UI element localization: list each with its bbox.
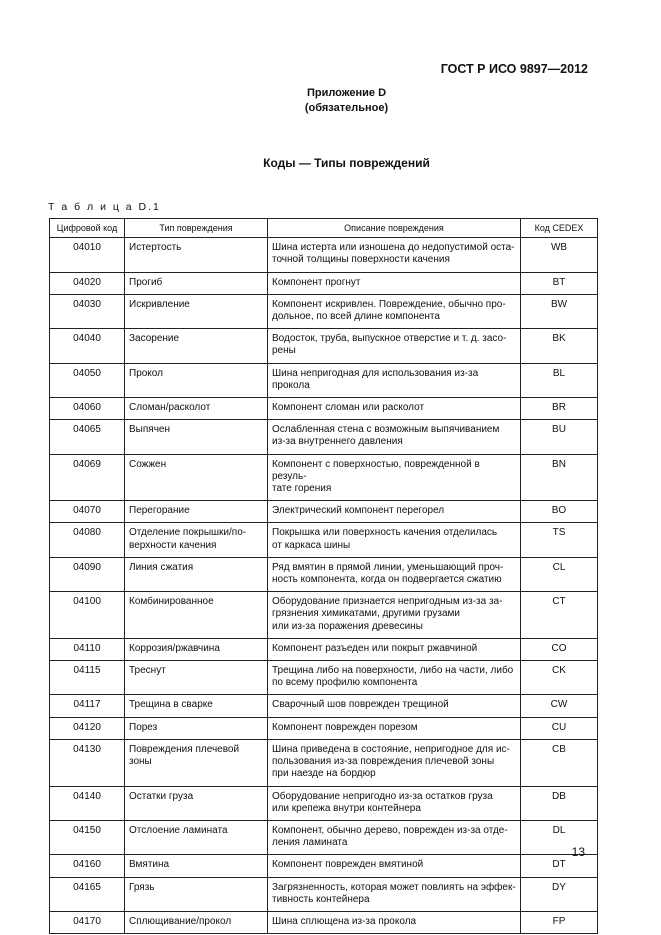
cell-type: Засорение <box>125 329 268 363</box>
damage-codes-table <box>49 218 598 934</box>
cell-description: Ряд вмятин в прямой линии, уменьшающий проч- ность компонента, когда он подвергается сжатию <box>268 557 521 591</box>
section-title: Коды — Типы повреждений <box>263 156 430 170</box>
annex-status: (обязательное) <box>304 102 389 114</box>
cell-code: 04130 <box>50 739 125 786</box>
cell-cedex: DT <box>521 855 598 877</box>
cell-description: Компонент искривлен. Повреждение, обычно про- дольное, по всей длине компонента <box>268 294 521 328</box>
cell-cedex: CW <box>521 695 598 717</box>
cell-cedex: CT <box>521 592 598 639</box>
cell-description: Компонент поврежден порезом <box>268 717 521 739</box>
cell-description: Ослабленная стена с возможным выпячиванием из-за внутреннего давления <box>268 420 521 454</box>
cell-type: Сломан/расколот <box>125 398 268 420</box>
cell-cedex: BN <box>521 454 598 501</box>
cell-type: Сплющивание/прокол <box>125 911 268 933</box>
table-row <box>50 695 598 717</box>
cell-description: Трещина либо на поверхности, либо на части, либо по всему профилю компонента <box>268 661 521 695</box>
cell-description: Электрический компонент перегорел <box>268 501 521 523</box>
table-row <box>50 820 598 854</box>
cell-description: Компонент сломан или расколот <box>268 398 521 420</box>
table-row <box>50 855 598 877</box>
cell-type: Повреждения плечевой зоны <box>125 739 268 786</box>
cell-code: 04160 <box>50 855 125 877</box>
cell-cedex: CU <box>521 717 598 739</box>
cell-cedex: CO <box>521 638 598 660</box>
col-header-type: Тип повреждения <box>125 219 268 238</box>
cell-description: Компонент прогнут <box>268 272 521 294</box>
standard-designation: ГОСТ Р ИСО 9897—2012 <box>440 62 588 76</box>
cell-cedex: DL <box>521 820 598 854</box>
cell-type: Сожжен <box>125 454 268 501</box>
cell-type: Остатки груза <box>125 786 268 820</box>
cell-description: Загрязненность, которая может повлиять на эффек- тивность контейнера <box>268 877 521 911</box>
cell-type: Комбинированное <box>125 592 268 639</box>
cell-code: 04150 <box>50 820 125 854</box>
cell-code: 04140 <box>50 786 125 820</box>
cell-type: Грязь <box>125 877 268 911</box>
cell-type: Вмятина <box>125 855 268 877</box>
table-row <box>50 786 598 820</box>
section-title-wrap <box>0 156 661 170</box>
cell-description: Водосток, труба, выпускное отверстие и т. д. засо- рены <box>268 329 521 363</box>
cell-cedex: DY <box>521 877 598 911</box>
cell-cedex: FP <box>521 911 598 933</box>
cell-code: 04040 <box>50 329 125 363</box>
cell-description: Шина сплющена из-за прокола <box>268 911 521 933</box>
cell-description: Шина непригодная для использования из-за прокола <box>268 363 521 397</box>
cell-cedex: CB <box>521 739 598 786</box>
table-row <box>50 238 598 272</box>
cell-cedex: BU <box>521 420 598 454</box>
table-caption: Т а б л и ц а D.1 <box>48 201 161 213</box>
table-row <box>50 398 598 420</box>
table-header-row <box>50 219 598 238</box>
table-row <box>50 363 598 397</box>
cell-cedex: BW <box>521 294 598 328</box>
annex-heading <box>0 86 661 116</box>
cell-type: Прокол <box>125 363 268 397</box>
cell-description: Шина истерта или изношена до недопустимой оста- точной толщины поверхности качения <box>268 238 521 272</box>
table-row <box>50 592 598 639</box>
cell-code: 04117 <box>50 695 125 717</box>
cell-code: 04020 <box>50 272 125 294</box>
cell-description: Сварочный шов поврежден трещиной <box>268 695 521 717</box>
cell-description: Компонент разъеден или покрыт ржавчиной <box>268 638 521 660</box>
col-header-description: Описание повреждения <box>268 219 521 238</box>
table-row <box>50 557 598 591</box>
cell-cedex: DB <box>521 786 598 820</box>
cell-code: 04070 <box>50 501 125 523</box>
table-row <box>50 739 598 786</box>
cell-code: 04110 <box>50 638 125 660</box>
cell-code: 04060 <box>50 398 125 420</box>
table-row <box>50 272 598 294</box>
cell-type: Отделение покрышки/по- верхности качения <box>125 523 268 557</box>
cell-code: 04030 <box>50 294 125 328</box>
col-header-code: Цифровой код <box>50 219 125 238</box>
cell-code: 04069 <box>50 454 125 501</box>
cell-type: Прогиб <box>125 272 268 294</box>
cell-cedex: CK <box>521 661 598 695</box>
table-row <box>50 911 598 933</box>
cell-type: Порез <box>125 717 268 739</box>
cell-code: 04010 <box>50 238 125 272</box>
cell-code: 04050 <box>50 363 125 397</box>
table-row <box>50 661 598 695</box>
cell-type: Перегорание <box>125 501 268 523</box>
cell-description: Оборудование признается непригодным из-за за- грязнения химикатами, другими грузами или из-за поражения древесины <box>268 592 521 639</box>
table-row <box>50 329 598 363</box>
cell-code: 04170 <box>50 911 125 933</box>
cell-cedex: TS <box>521 523 598 557</box>
cell-code: 04165 <box>50 877 125 911</box>
cell-code: 04100 <box>50 592 125 639</box>
cell-cedex: BK <box>521 329 598 363</box>
table-row <box>50 523 598 557</box>
table-row <box>50 877 598 911</box>
cell-type: Выпячен <box>125 420 268 454</box>
cell-cedex: WB <box>521 238 598 272</box>
table-row <box>50 454 598 501</box>
cell-type: Треснут <box>125 661 268 695</box>
table-row <box>50 294 598 328</box>
cell-code: 04120 <box>50 717 125 739</box>
table-row <box>50 638 598 660</box>
cell-code: 04115 <box>50 661 125 695</box>
cell-cedex: CL <box>521 557 598 591</box>
cell-code: 04080 <box>50 523 125 557</box>
cell-description: Покрышка или поверхность качения отделилась от каркаса шины <box>268 523 521 557</box>
cell-type: Коррозия/ржавчина <box>125 638 268 660</box>
cell-cedex: BR <box>521 398 598 420</box>
cell-description: Компонент с поверхностью, поврежденной в резуль- тате горения <box>268 454 521 501</box>
cell-description: Оборудование непригодно из-за остатков груза или крепежа внутри контейнера <box>268 786 521 820</box>
cell-cedex: BT <box>521 272 598 294</box>
page-number: 13 <box>571 845 585 859</box>
cell-cedex: BL <box>521 363 598 397</box>
cell-type: Отслоение ламината <box>125 820 268 854</box>
cell-code: 04065 <box>50 420 125 454</box>
cell-type: Истертость <box>125 238 268 272</box>
cell-type: Искривление <box>125 294 268 328</box>
table-row <box>50 501 598 523</box>
cell-description: Шина приведена в состояние, непригодное для ис- пользования из-за повреждения плечевой зоны при наезде на бордюр <box>268 739 521 786</box>
table-row <box>50 420 598 454</box>
cell-description: Компонент, обычно дерево, поврежден из-за отде- ления ламината <box>268 820 521 854</box>
col-header-cedex: Код CEDEX <box>521 219 598 238</box>
cell-type: Трещина в сварке <box>125 695 268 717</box>
table-row <box>50 717 598 739</box>
cell-type: Линия сжатия <box>125 557 268 591</box>
annex-title: Приложение D <box>306 87 387 99</box>
cell-cedex: BO <box>521 501 598 523</box>
cell-code: 04090 <box>50 557 125 591</box>
cell-description: Компонент поврежден вмятиной <box>268 855 521 877</box>
